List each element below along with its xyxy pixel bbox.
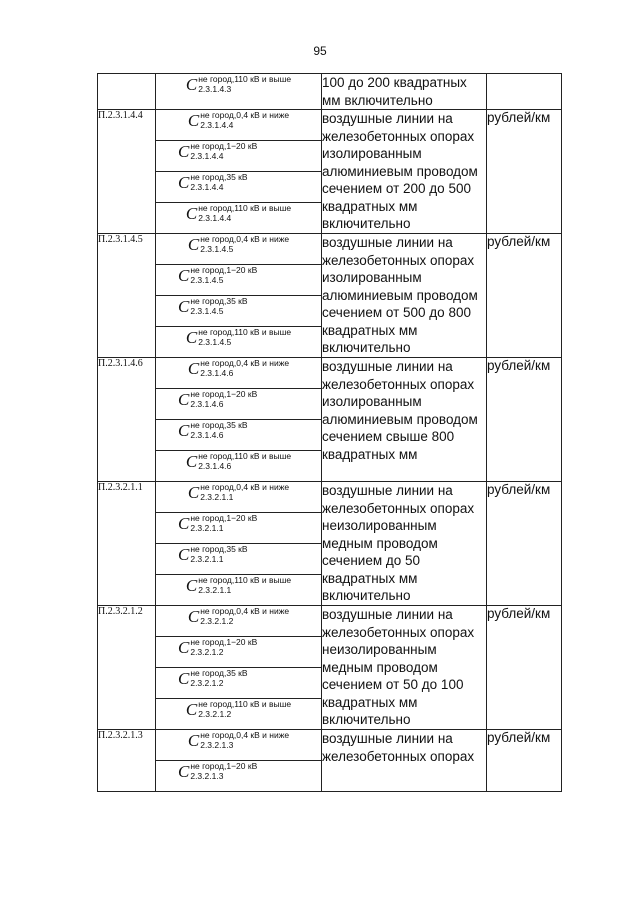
formula-scripts [190,296,247,316]
formula [156,699,321,719]
formula [156,761,321,781]
formula [156,668,321,688]
formula [156,172,321,192]
formula-expression [178,513,257,533]
formula-expression [186,451,291,471]
formula [156,513,321,533]
formula-symbol: C [178,265,190,285]
formula-superscript: не город,1−20 кВ [190,637,258,647]
item-description: воздушные линии на железобетонных опорах [322,730,487,792]
formula-superscript: не город,1−20 кВ [190,389,258,399]
formula-cell [156,141,322,172]
formula-symbol: C [187,482,200,502]
formula-expression [188,110,289,130]
formula-subscript: 2.3.1.4.4 [198,213,232,223]
formula-superscript: не город,35 кВ [190,420,248,430]
formula-symbol: C [185,575,198,595]
formula-scripts [190,420,247,440]
formula-cell [156,172,322,203]
formula-cell [156,482,322,513]
formula-scripts [190,265,257,285]
item-code: П.2.3.2.1.3 [98,730,156,792]
formula-cell [156,74,322,110]
formula [156,730,321,750]
formula-symbol: C [178,513,190,533]
formula-expression [178,420,248,440]
formula-superscript: не город,35 кВ [190,668,248,678]
formula-cell [156,110,322,141]
formula-superscript: не город,0,4 кВ и ниже [200,482,290,492]
item-code: П.2.3.1.4.4 [98,110,156,234]
formula-symbol: C [178,296,190,316]
formula-symbol: C [187,730,200,750]
formula-subscript: 2.3.1.4.6 [190,399,224,409]
item-code: П.2.3.1.4.5 [98,234,156,358]
item-unit: рублей/км [487,606,562,730]
formula-cell [156,513,322,544]
formula-cell [156,575,322,606]
formula [156,141,321,161]
formula-superscript: не город,1−20 кВ [190,265,258,275]
formula [156,575,321,595]
tariff-table [97,73,562,792]
table-row [98,482,562,513]
table-row [98,234,562,265]
formula-superscript: не город,0,4 кВ и ниже [200,730,290,740]
formula-subscript: 2.3.1.4.4 [200,120,234,130]
page-number: 95 [313,44,327,58]
formula-symbol: C [178,544,190,564]
formula-subscript: 2.3.2.1.2 [190,678,224,688]
formula [156,358,321,378]
formula-cell [156,637,322,668]
item-description: воздушные линии на железобетонных опорах изолированным алюминиевым проводом сечением свыше 800 квадратных мм [322,358,487,482]
item-code: П.2.3.2.1.1 [98,482,156,606]
formula-expression [178,668,248,688]
formula-cell [156,265,322,296]
formula-symbol: C [187,234,200,254]
formula-superscript: не город,35 кВ [190,172,248,182]
formula-symbol: C [178,761,190,781]
formula-superscript: не город,110 кВ и выше [198,575,292,585]
formula-subscript: 2.3.2.1.3 [200,740,234,750]
formula-scripts [200,234,289,254]
formula-scripts [198,327,291,347]
formula-cell [156,451,322,482]
formula-scripts [200,358,289,378]
formula-cell [156,730,322,761]
formula-expression [178,265,257,285]
formula-scripts [198,74,291,94]
formula-subscript: 2.3.1.4.5 [190,306,224,316]
formula-superscript: не город,35 кВ [190,296,248,306]
formula-scripts [190,389,257,409]
formula-symbol: C [178,420,190,440]
item-description: воздушные линии на железобетонных опорах неизолированным медным проводом сечением от 50 до 100 квадратных мм включительно [322,606,487,730]
table-row [98,74,562,110]
formula-expression [178,296,248,316]
formula-scripts [200,110,289,130]
formula-subscript: 2.3.1.4.4 [190,151,224,161]
formula-superscript: не город,1−20 кВ [190,141,258,151]
formula [156,327,321,347]
formula-superscript: не город,110 кВ и выше [198,203,292,213]
formula-superscript: не город,1−20 кВ [190,513,258,523]
formula-subscript: 2.3.2.1.2 [200,616,234,626]
formula-superscript: не город,0,4 кВ и ниже [200,110,290,120]
formula-scripts [198,451,291,471]
formula-cell [156,389,322,420]
formula-expression [188,234,289,254]
formula-expression [186,74,291,94]
formula [156,265,321,285]
formula-subscript: 2.3.2.1.1 [200,492,234,502]
formula [156,110,321,130]
table-row [98,606,562,637]
item-code: П.2.3.1.4.6 [98,358,156,482]
item-description: воздушные линии на железобетонных опорах неизолированным медным проводом сечением до 50 квадратных мм включительно [322,482,487,606]
formula-subscript: 2.3.2.1.3 [190,771,224,781]
formula-subscript: 2.3.1.4.5 [198,337,232,347]
formula-subscript: 2.3.1.4.6 [198,461,232,471]
item-unit: рублей/км [487,358,562,482]
formula-symbol: C [187,358,200,378]
formula-expression [178,172,248,192]
formula-cell [156,420,322,451]
formula-expression [178,544,248,564]
formula-scripts [200,730,289,750]
formula-superscript: не город,35 кВ [190,544,248,554]
formula-scripts [198,699,291,719]
formula-subscript: 2.3.2.1.2 [190,647,224,657]
formula-symbol: C [187,606,200,626]
item-unit: рублей/км [487,234,562,358]
item-unit: рублей/км [487,730,562,792]
formula [156,234,321,254]
formula [156,482,321,502]
formula-superscript: не город,0,4 кВ и ниже [200,234,290,244]
table-row [98,110,562,141]
formula-expression [186,327,291,347]
formula-scripts [190,668,247,688]
formula-subscript: 2.3.1.4.6 [190,430,224,440]
formula-subscript: 2.3.2.1.1 [198,585,232,595]
formula-subscript: 2.3.2.1.1 [190,523,224,533]
formula-expression [186,203,291,223]
formula-symbol: C [178,389,190,409]
formula-expression [178,637,257,657]
formula [156,203,321,223]
formula [156,74,321,94]
formula-cell [156,544,322,575]
formula-scripts [200,482,289,502]
formula-scripts [190,544,247,564]
formula-scripts [198,575,291,595]
formula-expression [186,699,291,719]
formula-expression [188,482,289,502]
formula-cell [156,699,322,730]
formula-superscript: не город,1−20 кВ [190,761,258,771]
formula-expression [188,358,289,378]
formula [156,606,321,626]
formula [156,637,321,657]
formula-superscript: не город,110 кВ и выше [198,74,292,84]
formula-scripts [190,141,257,161]
formula-cell [156,358,322,389]
item-code: П.2.3.2.1.2 [98,606,156,730]
formula-cell [156,327,322,358]
formula-cell [156,761,322,792]
formula-cell [156,606,322,637]
formula-cell [156,296,322,327]
table-row [98,358,562,389]
formula [156,451,321,471]
formula-expression [178,389,257,409]
formula-subscript: 2.3.2.1.1 [190,554,224,564]
formula-cell [156,234,322,265]
formula-expression [188,730,289,750]
formula-scripts [200,606,289,626]
formula-superscript: не город,0,4 кВ и ниже [200,358,290,368]
table-row [98,730,562,761]
formula [156,296,321,316]
formula-expression [178,141,257,161]
formula-subscript: 2.3.1.4.6 [200,368,234,378]
formula-superscript: не город,110 кВ и выше [198,699,292,709]
formula-subscript: 2.3.1.4.4 [190,182,224,192]
formula [156,420,321,440]
formula-expression [188,606,289,626]
item-description: 100 до 200 квадратных мм включительно [322,74,487,110]
formula [156,544,321,564]
item-unit: рублей/км [487,482,562,606]
formula-symbol: C [178,668,190,688]
formula-scripts [190,513,257,533]
formula-scripts [190,637,257,657]
formula-subscript: 2.3.1.4.5 [190,275,224,285]
formula-scripts [198,203,291,223]
formula-symbol: C [185,699,198,719]
formula-symbol: C [185,451,198,471]
formula [156,389,321,409]
formula-symbol: C [185,74,198,94]
formula-superscript: не город,110 кВ и выше [198,327,292,337]
formula-symbol: C [185,203,198,223]
formula-subscript: 2.3.1.4.3 [198,84,232,94]
formula-symbol: C [178,637,190,657]
formula-superscript: не город,110 кВ и выше [198,451,292,461]
item-unit [487,74,562,110]
formula-cell [156,668,322,699]
formula-cell [156,203,322,234]
formula-symbol: C [178,172,190,192]
item-description: воздушные линии на железобетонных опорах изолированным алюминиевым проводом сечением от 200 до 500 квадратных мм включительно [322,110,487,234]
formula-expression [186,575,291,595]
formula-scripts [190,172,247,192]
item-unit: рублей/км [487,110,562,234]
formula-symbol: C [187,110,200,130]
formula-subscript: 2.3.2.1.2 [198,709,232,719]
item-code [98,74,156,110]
formula-scripts [190,761,257,781]
formula-symbol: C [185,327,198,347]
formula-subscript: 2.3.1.4.5 [200,244,234,254]
tariff-table-body [98,74,562,792]
formula-superscript: не город,0,4 кВ и ниже [200,606,290,616]
formula-expression [178,761,257,781]
item-description: воздушные линии на железобетонных опорах изолированным алюминиевым проводом сечением от 500 до 800 квадратных мм включительно [322,234,487,358]
formula-symbol: C [178,141,190,161]
